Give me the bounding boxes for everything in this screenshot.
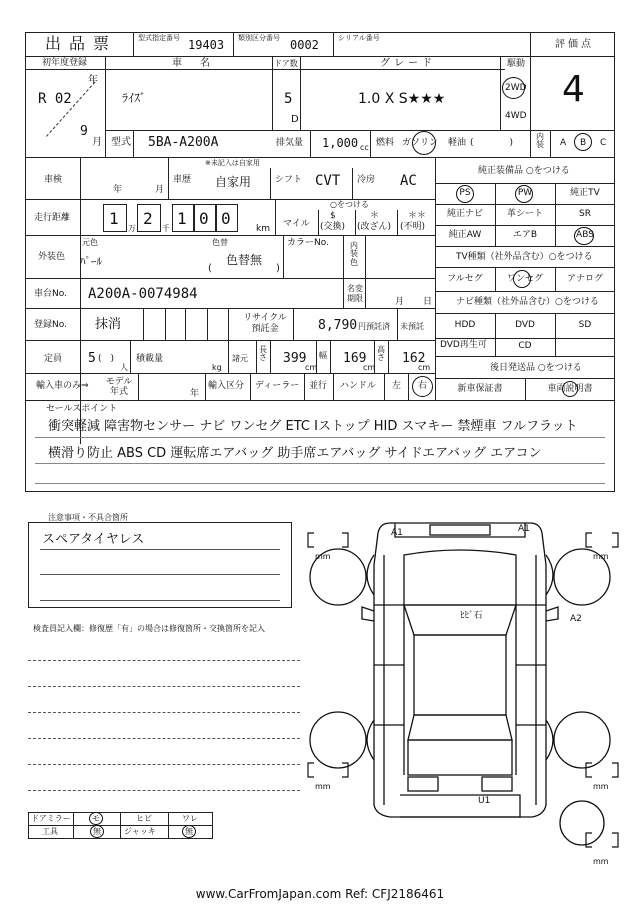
drive-2wd: 2WD <box>505 83 527 93</box>
car-name-label: 車 名 <box>172 58 214 69</box>
km-unit: km <box>256 224 270 234</box>
equip-leather: 革シート <box>506 209 543 219</box>
mm-front-right: mm <box>593 552 609 561</box>
first-reg-label: 初年度登録 <box>42 58 88 68</box>
month-unit: 月 <box>92 137 102 148</box>
chassis-label: 車台No. <box>34 289 67 299</box>
height-label: 高さ <box>377 345 385 363</box>
footer-ref: www.CarFromJapan.com Ref: CFJ2186461 <box>195 887 445 901</box>
equip-airbag: エアB <box>512 230 538 240</box>
crack-ware: ワレ <box>182 814 198 823</box>
page-title: 出品票 <box>45 34 118 53</box>
cooler-label: 冷房 <box>357 175 376 185</box>
inspect-month-unit: 月 <box>155 185 165 195</box>
first-reg-slash <box>40 80 100 140</box>
history-value: 自家用 <box>215 175 252 189</box>
displacement-label: 排気量 <box>276 138 304 148</box>
repaint-label: 色替 <box>212 238 228 247</box>
model-label: 型式 <box>111 137 131 148</box>
orig-color-label: 元色 <box>82 238 98 247</box>
model-value: 5BA-A200A <box>148 135 219 150</box>
door-mirror-label: ドアミラー <box>31 814 71 823</box>
recycle-paid: 円預託済 <box>358 322 390 331</box>
doors-label: ドア数 <box>274 59 298 68</box>
circle-note: ○をつける <box>330 200 369 209</box>
recycle-unpaid: 未預託 <box>400 322 424 331</box>
crack-hibi: ヒビ <box>136 814 152 823</box>
equip-ps-circle <box>456 185 474 203</box>
equip-tv: 純正TV <box>570 188 600 198</box>
type-approval-value: 19403 <box>188 38 225 52</box>
tv-title: TV種類（社外品含む）○をつける <box>456 252 593 262</box>
mm-rear-left: mm <box>315 782 331 791</box>
drive-2wd-circle <box>502 77 525 99</box>
sales-label: セールスポイント <box>46 404 118 414</box>
model-year-unit: 年 <box>190 389 200 399</box>
fuel-paren: ( ) <box>470 138 514 148</box>
inspector-label: 検査員記入欄：修復歴「有」の場合は修復箇所・交換箇所を記入 <box>33 624 265 633</box>
tools-value: 無 <box>93 827 101 836</box>
fuel-gasoline: ガソリン <box>402 138 439 148</box>
capacity-label: 定員 <box>44 354 63 364</box>
capacity-paren: ( ) <box>98 354 115 364</box>
jack-circle <box>182 825 196 838</box>
jack-value: 無 <box>185 827 193 836</box>
color-no-label: カラーNo. <box>287 238 329 248</box>
mm-spare: mm <box>593 857 609 866</box>
orig-color-value: ﾊﾟｰﾙ <box>80 255 102 268</box>
handle-label: ハンドル <box>340 381 377 391</box>
tamper-top: ＊ <box>370 211 380 221</box>
equipment-title: 純正装備品 ○をつける <box>478 166 570 176</box>
equip-ps: PS <box>459 188 471 198</box>
damage-u1: U1 <box>478 796 491 806</box>
dims-label: 諸元 <box>232 354 248 363</box>
car-body-diagram <box>300 515 620 880</box>
mile-option: マイル <box>283 219 310 229</box>
rating-value: 4 <box>562 69 585 110</box>
period-month-unit: 月 <box>395 297 405 307</box>
door-mirror-circle <box>89 812 103 825</box>
tv-fullseg: フルセグ <box>447 274 483 284</box>
navi-title: ナビ種類（社外品含む）○をつける <box>456 297 599 307</box>
import-class-label: 輸入区分 <box>208 381 245 391</box>
repaint-value: 色替無 <box>226 253 263 267</box>
equip-abs: ABS <box>576 230 594 240</box>
capacity-value: 5 <box>88 351 96 366</box>
exchange-top: $ <box>330 211 336 221</box>
mileage-digit-3: 1 <box>177 209 187 228</box>
fuel-label: 燃料 <box>376 138 395 148</box>
reg-no-label: 登録No. <box>34 320 67 330</box>
equip-navi: 純正ナビ <box>446 209 483 219</box>
post-warranty: 新車保証書 <box>457 384 503 394</box>
dvd-value: CD <box>518 341 532 351</box>
tv-oneseg: ワンセグ <box>506 274 543 284</box>
fuel-diesel: 軽油 <box>448 138 467 148</box>
history-label: 車歴 <box>173 175 192 185</box>
length-cm: cm <box>305 363 318 372</box>
recycle-amount: 8,790 <box>318 318 358 333</box>
mileage-digit-2: 2 <box>143 209 153 228</box>
handle-right-circle <box>412 376 433 397</box>
unknown-bottom: (不明) <box>400 222 426 232</box>
shift-value: CVT <box>315 173 341 189</box>
inspection-label: 車検 <box>44 175 63 185</box>
import-parallel: 並行 <box>309 381 328 391</box>
width-label: 幅 <box>319 351 327 360</box>
notes-label: 注意事項・不具合箇所 <box>48 513 128 522</box>
model-year-label: モデル年式 <box>105 377 133 397</box>
mileage-digit-1: 1 <box>109 209 119 228</box>
first-reg-year: R 02 <box>38 91 72 107</box>
doors-value: 5 <box>284 91 293 107</box>
height-cm: cm <box>418 363 431 372</box>
interior-c: C <box>600 138 607 148</box>
handle-right: 右 <box>418 381 428 391</box>
mm-rear-right: mm <box>593 782 609 791</box>
jack-label: ジャッキ <box>124 827 156 836</box>
serial-label: シリアル番号 <box>338 34 380 42</box>
length-value: 399 <box>283 351 307 366</box>
repaint-paren-r: ) <box>276 263 280 274</box>
post-manual-circle <box>562 381 578 397</box>
drive-4wd: 4WD <box>505 111 527 121</box>
length-label: 長さ <box>259 345 267 363</box>
damage-a1-right: A1 <box>518 524 530 534</box>
equip-aw: 純正AW <box>448 230 482 240</box>
displacement-value: 1,000 <box>322 136 359 150</box>
navi-hdd: HDD <box>454 320 476 330</box>
sen-unit: 千 <box>162 224 170 233</box>
load-label: 積載量 <box>136 354 164 364</box>
rating-label: 評価点 <box>555 39 594 50</box>
inspect-year-unit: 年 <box>113 185 123 195</box>
class-value: 0002 <box>290 38 319 52</box>
equip-sr: SR <box>579 209 591 219</box>
recycle-label: リサイクル預託金 <box>243 313 287 334</box>
import-label: 輸入車のみ⇒ <box>36 381 89 391</box>
repaint-paren-l: ( <box>208 263 212 274</box>
ext-color-label: 外装色 <box>38 252 66 262</box>
grade-label: グレード <box>380 58 436 69</box>
history-note: ※未記入は自家用 <box>205 159 260 167</box>
reg-no-value: 抹消 <box>95 317 122 332</box>
post-manual: 車両説明書 <box>547 384 593 394</box>
grade-value: 1.0 X S★★★ <box>358 91 446 107</box>
damage-a1-left: A1 <box>391 528 403 538</box>
cc-unit: cc <box>360 143 369 152</box>
sales-line-1: 衝突軽減 障害物センサー ナビ ワンセグ ETC Iストップ HID スマキー 禁煙車 フルフラット <box>48 419 578 434</box>
mm-front-left: mm <box>315 552 331 561</box>
navi-dvd: DVD <box>515 320 535 330</box>
period-day-unit: 日 <box>423 297 433 307</box>
width-cm: cm <box>363 363 376 372</box>
cooler-value: AC <box>400 173 417 189</box>
import-dealer: ディーラー <box>255 381 300 391</box>
dvd-label: DVD再生可 <box>440 340 487 350</box>
sales-line-2: 横滑り防止 ABS CD 運転席エアバッグ 助手席エアバッグ サイドエアバッグ エアコン <box>48 446 542 461</box>
damage-hibi: ﾋﾋﾞ石 <box>460 611 483 621</box>
car-name: ﾗｲｽﾞ <box>122 91 147 105</box>
door-mirror-value: モ <box>92 814 100 823</box>
unknown-top: ＊＊ <box>408 211 427 221</box>
tv-analog: アナログ <box>566 274 603 284</box>
interior-b-circle <box>574 133 592 151</box>
doors-sub: D <box>291 114 299 125</box>
navi-sd: SD <box>578 320 592 330</box>
handle-left: 左 <box>392 381 402 391</box>
first-reg-month: 9 <box>80 124 88 139</box>
interior-label: 内装 <box>536 132 544 149</box>
mileage-label: 走行距離 <box>34 213 71 223</box>
interior-b: B <box>580 138 587 148</box>
mileage-digit-5: 0 <box>221 209 231 228</box>
equip-pw-circle <box>515 185 533 203</box>
year-unit: 年 <box>88 75 98 86</box>
height-value: 162 <box>402 351 426 366</box>
load-unit: kg <box>212 363 222 372</box>
type-approval-label: 型式指定番号 <box>138 34 180 42</box>
capacity-unit: 人 <box>120 363 128 372</box>
class-label: 類別区分番号 <box>238 34 280 42</box>
notes-line-1: スペアタイヤレス <box>42 532 145 547</box>
exchange-bottom: (交換) <box>320 222 346 232</box>
mileage-digit-4: 0 <box>199 209 209 228</box>
interior-a: A <box>560 138 567 148</box>
tools-circle <box>90 825 104 838</box>
tv-oneseg-circle <box>513 270 531 288</box>
width-value: 169 <box>343 351 367 366</box>
tools-label: 工具 <box>42 827 58 836</box>
man-unit: 万 <box>128 224 136 233</box>
tamper-bottom: (改ざん) <box>357 222 392 232</box>
drive-label: 駆動 <box>507 59 526 69</box>
period-label: 名変期限 <box>347 284 363 303</box>
damage-a2: A2 <box>570 614 582 624</box>
interior-color-label: 内装色 <box>350 241 358 267</box>
equip-abs-circle <box>574 227 594 245</box>
fuel-gasoline-circle <box>412 131 436 155</box>
equip-pw: PW <box>517 188 533 198</box>
post-title: 後日発送品 ○をつける <box>490 363 582 373</box>
shift-label: シフト <box>275 175 303 185</box>
chassis-value: A200A-0074984 <box>88 286 198 302</box>
